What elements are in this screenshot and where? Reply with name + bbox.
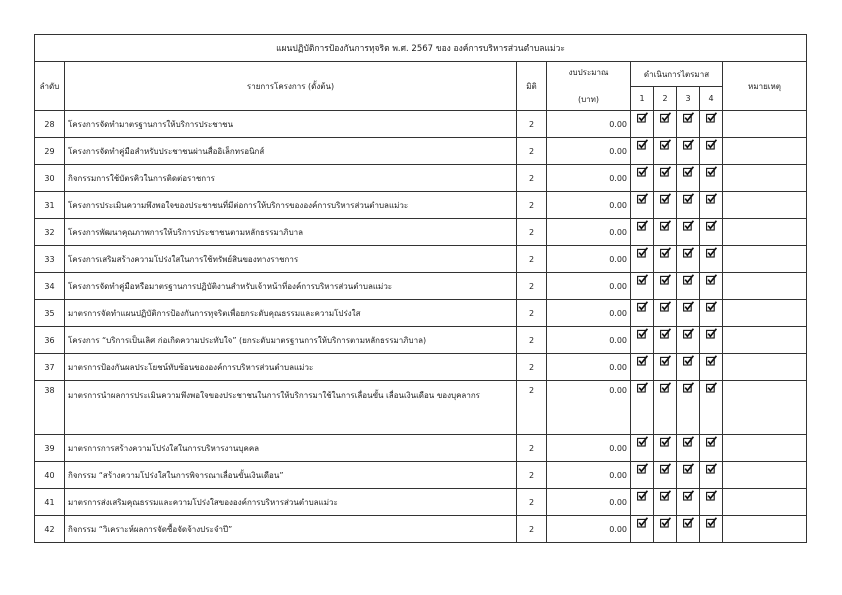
- quarter-4-cell: [700, 462, 723, 489]
- quarter-2-cell: [654, 246, 677, 273]
- dimension: 2: [517, 192, 547, 219]
- budget: 0.00: [547, 246, 631, 273]
- project-name: โครงการจัดทำมาตรฐานการให้บริการประชาชน: [65, 111, 517, 138]
- table-row: [35, 246, 807, 273]
- quarter-3-cell: [677, 327, 700, 354]
- quarter-3-cell: [677, 165, 700, 192]
- check-icon: [637, 463, 648, 474]
- remark: [723, 327, 807, 354]
- budget: 0.00: [547, 489, 631, 516]
- table-row: [35, 219, 807, 246]
- quarter-2-cell: [654, 462, 677, 489]
- quarter-4-cell: [700, 246, 723, 273]
- quarter-3-cell: [677, 489, 700, 516]
- table-row: [35, 489, 807, 516]
- quarter-1-cell: [631, 138, 654, 165]
- quarter-2-cell: [654, 435, 677, 462]
- check-icon: [706, 166, 717, 177]
- check-icon: [660, 328, 671, 339]
- quarter-1-cell: [631, 354, 654, 381]
- header-budget-unit: (บาท): [577, 95, 600, 104]
- budget: 0.00: [547, 300, 631, 327]
- check-icon: [683, 436, 694, 447]
- check-icon: [660, 463, 671, 474]
- check-icon: [683, 382, 694, 393]
- header-budget: [547, 62, 631, 111]
- quarter-3-cell: [677, 219, 700, 246]
- budget: 0.00: [547, 354, 631, 381]
- table-row: [35, 462, 807, 489]
- dimension: 2: [517, 435, 547, 462]
- check-icon: [683, 355, 694, 366]
- check-icon: [706, 517, 717, 528]
- budget: 0.00: [547, 111, 631, 138]
- quarter-3-cell: [677, 462, 700, 489]
- budget: 0.00: [547, 219, 631, 246]
- budget: 0.00: [547, 273, 631, 300]
- check-icon: [706, 328, 717, 339]
- action-plan-table: [34, 34, 807, 543]
- check-icon: [706, 301, 717, 312]
- check-icon: [660, 193, 671, 204]
- quarter-1-cell: [631, 192, 654, 219]
- quarter-4-cell: [700, 192, 723, 219]
- check-icon: [683, 328, 694, 339]
- budget: 0.00: [547, 516, 631, 543]
- check-icon: [637, 112, 648, 123]
- dimension: 2: [517, 111, 547, 138]
- check-icon: [660, 220, 671, 231]
- check-icon: [660, 166, 671, 177]
- quarter-4-cell: [700, 381, 723, 435]
- remark: [723, 246, 807, 273]
- check-icon: [637, 274, 648, 285]
- check-icon: [683, 463, 694, 474]
- quarter-1-cell: [631, 489, 654, 516]
- check-icon: [706, 355, 717, 366]
- check-icon: [683, 301, 694, 312]
- budget: 0.00: [547, 138, 631, 165]
- quarter-4-cell: [700, 435, 723, 462]
- table-row: [35, 192, 807, 219]
- project-name: มาตรการการสร้างความโปร่งใสในการบริหารงานบุคคล: [65, 435, 517, 462]
- dimension: 2: [517, 246, 547, 273]
- check-icon: [660, 274, 671, 285]
- dimension: 2: [517, 300, 547, 327]
- quarter-4-cell: [700, 516, 723, 543]
- header-budget-label: งบประมาณ: [568, 68, 609, 77]
- quarter-1-cell: [631, 300, 654, 327]
- dimension: 2: [517, 273, 547, 300]
- row-number: 37: [35, 354, 65, 381]
- check-icon: [637, 193, 648, 204]
- check-icon: [637, 517, 648, 528]
- check-icon: [637, 247, 648, 258]
- check-icon: [683, 490, 694, 501]
- row-number: 35: [35, 300, 65, 327]
- quarter-3-cell: [677, 111, 700, 138]
- quarter-1-cell: [631, 273, 654, 300]
- quarter-4-cell: [700, 354, 723, 381]
- budget: 0.00: [547, 435, 631, 462]
- dimension: 2: [517, 516, 547, 543]
- dimension: 2: [517, 165, 547, 192]
- table-row: [35, 165, 807, 192]
- remark: [723, 165, 807, 192]
- check-icon: [660, 490, 671, 501]
- check-icon: [683, 112, 694, 123]
- quarter-1-cell: [631, 219, 654, 246]
- project-name: มาตรการป้องกันผลประโยชน์ทับซ้อนขององค์การบริหารส่วนตำบลแม่วะ: [65, 354, 517, 381]
- row-number: 42: [35, 516, 65, 543]
- table-row: [35, 435, 807, 462]
- remark: [723, 273, 807, 300]
- project-name: โครงการเสริมสร้างความโปร่งใสในการใช้ทรัพย์สินของทางราชการ: [65, 246, 517, 273]
- dimension: 2: [517, 354, 547, 381]
- header-quarter-3: 3: [677, 87, 700, 111]
- check-icon: [660, 247, 671, 258]
- table-row: [35, 327, 807, 354]
- row-number: 32: [35, 219, 65, 246]
- budget: 0.00: [547, 165, 631, 192]
- row-number: 28: [35, 111, 65, 138]
- quarter-4-cell: [700, 111, 723, 138]
- quarter-2-cell: [654, 516, 677, 543]
- check-icon: [683, 274, 694, 285]
- quarter-3-cell: [677, 516, 700, 543]
- check-icon: [637, 139, 648, 150]
- remark: [723, 435, 807, 462]
- quarter-2-cell: [654, 111, 677, 138]
- header-project: รายการโครงการ (ดั้งต้น): [65, 62, 517, 111]
- quarter-2-cell: [654, 138, 677, 165]
- dimension: 2: [517, 138, 547, 165]
- header-no: ลำดับ: [35, 62, 65, 111]
- project-name: โครงการ “บริการเป็นเลิศ ก่อเกิดความประทับใจ” (ยกระดับมาตรฐานการให้บริการตามหลักธรรมาภิบาล): [65, 327, 517, 354]
- quarter-3-cell: [677, 435, 700, 462]
- quarter-1-cell: [631, 435, 654, 462]
- budget: 0.00: [547, 327, 631, 354]
- check-icon: [660, 301, 671, 312]
- dimension: 2: [517, 489, 547, 516]
- remark: [723, 516, 807, 543]
- quarter-3-cell: [677, 354, 700, 381]
- quarter-4-cell: [700, 327, 723, 354]
- quarter-2-cell: [654, 273, 677, 300]
- remark: [723, 219, 807, 246]
- quarter-2-cell: [654, 327, 677, 354]
- header-quarter-2: 2: [654, 87, 677, 111]
- quarter-2-cell: [654, 219, 677, 246]
- quarter-2-cell: [654, 354, 677, 381]
- quarter-1-cell: [631, 165, 654, 192]
- check-icon: [637, 328, 648, 339]
- project-name: กิจกรรม “สร้างความโปร่งใสในการพิจารณาเลื่อนขั้นเงินเดือน”: [65, 462, 517, 489]
- project-name: โครงการพัฒนาคุณภาพการให้บริการประชาชนตามหลักธรรมาภิบาล: [65, 219, 517, 246]
- row-number: 40: [35, 462, 65, 489]
- header-dimension: มิติ: [517, 62, 547, 111]
- remark: [723, 489, 807, 516]
- quarter-1-cell: [631, 246, 654, 273]
- check-icon: [706, 436, 717, 447]
- table-row: [35, 138, 807, 165]
- table-row: [35, 354, 807, 381]
- quarter-4-cell: [700, 219, 723, 246]
- check-icon: [637, 220, 648, 231]
- table-row: [35, 381, 807, 435]
- project-name: มาตรการส่งเสริมคุณธรรมและความโปร่งใสขององค์การบริหารส่วนตำบลแม่วะ: [65, 489, 517, 516]
- check-icon: [660, 139, 671, 150]
- table-row: [35, 111, 807, 138]
- check-icon: [683, 517, 694, 528]
- dimension: 2: [517, 462, 547, 489]
- check-icon: [683, 193, 694, 204]
- budget: 0.00: [547, 462, 631, 489]
- check-icon: [683, 139, 694, 150]
- remark: [723, 138, 807, 165]
- row-number: 34: [35, 273, 65, 300]
- row-number: 33: [35, 246, 65, 273]
- check-icon: [706, 193, 717, 204]
- budget: 0.00: [547, 192, 631, 219]
- quarter-1-cell: [631, 462, 654, 489]
- check-icon: [637, 490, 648, 501]
- header-quarter: ดำเนินการไตรมาส: [631, 62, 723, 87]
- check-icon: [637, 382, 648, 393]
- check-icon: [637, 166, 648, 177]
- check-icon: [660, 112, 671, 123]
- check-icon: [660, 382, 671, 393]
- quarter-1-cell: [631, 381, 654, 435]
- quarter-2-cell: [654, 300, 677, 327]
- quarter-1-cell: [631, 516, 654, 543]
- check-icon: [683, 166, 694, 177]
- check-icon: [706, 382, 717, 393]
- row-number: 30: [35, 165, 65, 192]
- dimension: 2: [517, 219, 547, 246]
- project-name: โครงการจัดทำคู่มือสำหรับประชาชนผ่านสื่ออิเล็กทรอนิกส์: [65, 138, 517, 165]
- quarter-2-cell: [654, 192, 677, 219]
- quarter-2-cell: [654, 489, 677, 516]
- quarter-3-cell: [677, 300, 700, 327]
- check-icon: [706, 490, 717, 501]
- dimension: 2: [517, 327, 547, 354]
- table-row: [35, 273, 807, 300]
- quarter-4-cell: [700, 489, 723, 516]
- row-number: 31: [35, 192, 65, 219]
- header-quarter-1: 1: [631, 87, 654, 111]
- header-quarter-4: 4: [700, 87, 723, 111]
- project-name: กิจกรรม “วิเคราะห์ผลการจัดซื้อจัดจ้างประจำปี”: [65, 516, 517, 543]
- remark: [723, 381, 807, 435]
- row-number: 38: [35, 381, 65, 435]
- table-row: [35, 300, 807, 327]
- header-remark: หมายเหตุ: [723, 62, 807, 111]
- check-icon: [706, 139, 717, 150]
- check-icon: [683, 247, 694, 258]
- quarter-1-cell: [631, 327, 654, 354]
- check-icon: [706, 274, 717, 285]
- check-icon: [660, 436, 671, 447]
- check-icon: [706, 463, 717, 474]
- quarter-1-cell: [631, 111, 654, 138]
- row-number: 41: [35, 489, 65, 516]
- quarter-3-cell: [677, 192, 700, 219]
- remark: [723, 300, 807, 327]
- check-icon: [637, 301, 648, 312]
- project-name: โครงการประเมินความพึงพอใจของประชาชนที่มีต่อการให้บริการขององค์การบริหารส่วนตำบลแม่วะ: [65, 192, 517, 219]
- quarter-4-cell: [700, 138, 723, 165]
- check-icon: [706, 220, 717, 231]
- check-icon: [706, 247, 717, 258]
- check-icon: [660, 355, 671, 366]
- table-title: แผนปฏิบัติการป้องกันการทุจริต พ.ศ. 2567 ของ องค์การบริหารส่วนตำบลแม่วะ: [35, 35, 807, 62]
- check-icon: [683, 220, 694, 231]
- quarter-4-cell: [700, 273, 723, 300]
- budget: 0.00: [547, 381, 631, 435]
- project-name: กิจกรรมการใช้บัตรคิวในการติดต่อราชการ: [65, 165, 517, 192]
- quarter-4-cell: [700, 300, 723, 327]
- quarter-2-cell: [654, 165, 677, 192]
- quarter-4-cell: [700, 165, 723, 192]
- project-name: มาตรการนำผลการประเมินความพึงพอใจของประชาชนในการให้บริการมาใช้ในการเลื่อนขั้น เลื่อนเงินเดือน ของบุคลากร: [65, 381, 517, 435]
- dimension: 2: [517, 381, 547, 435]
- check-icon: [637, 436, 648, 447]
- check-icon: [660, 517, 671, 528]
- project-name: มาตรการจัดทำแผนปฏิบัติการป้องกันการทุจริตเพื่อยกระดับคุณธรรมและความโปร่งใส: [65, 300, 517, 327]
- row-number: 29: [35, 138, 65, 165]
- table-row: [35, 516, 807, 543]
- remark: [723, 192, 807, 219]
- row-number: 39: [35, 435, 65, 462]
- check-icon: [706, 112, 717, 123]
- quarter-3-cell: [677, 138, 700, 165]
- project-name: โครงการจัดทำคู่มือหรือมาตรฐานการปฏิบัติงานสำหรับเจ้าหน้าที่องค์การบริหารส่วนตำบลแม่วะ: [65, 273, 517, 300]
- quarter-3-cell: [677, 273, 700, 300]
- quarter-3-cell: [677, 381, 700, 435]
- table-body: [35, 111, 807, 543]
- remark: [723, 111, 807, 138]
- remark: [723, 462, 807, 489]
- remark: [723, 354, 807, 381]
- quarter-2-cell: [654, 381, 677, 435]
- quarter-3-cell: [677, 246, 700, 273]
- check-icon: [637, 355, 648, 366]
- row-number: 36: [35, 327, 65, 354]
